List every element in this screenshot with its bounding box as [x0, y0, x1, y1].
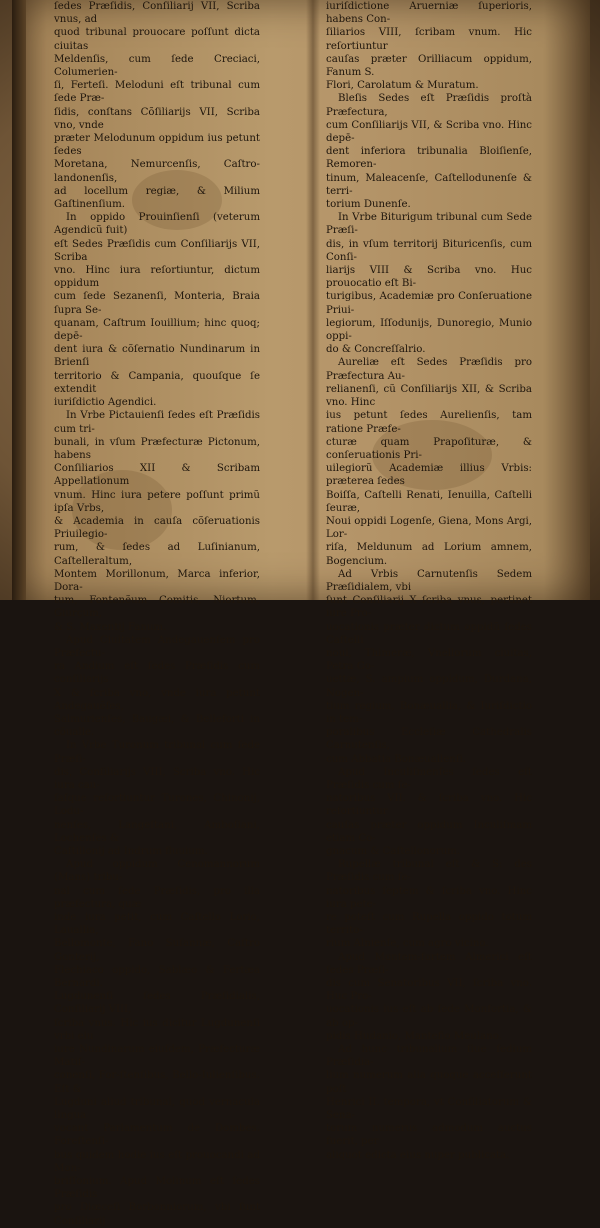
- text-line: Bellomonte, Fano Suſannæ, Caſtro Gonterij,: [54, 938, 260, 963]
- text-line: cturæ quam Prapoſituræ, & conſeruationis Pri-: [326, 436, 532, 461]
- text-line: uocationis præter dictum oppidũ ſedes Caſtelli: [326, 621, 532, 646]
- text-line: iure Nundinarum eiuſdem, Præfecturæ Matiſ-: [54, 1044, 260, 1069]
- text-line: conenſi, For-ſtenſibus, Bello-Iulienſibus. Eſt &: [54, 1070, 260, 1095]
- text-line: torum numerus admodum auctus fuerit, per: [326, 1123, 532, 1148]
- text-line: tinum, Maleacenſe, Caſtellodunenſe & terri-: [326, 172, 532, 197]
- left-text-column: [54, 0, 260, 1228]
- text-line: pidis Hudanio, Mantefio Meulano.: [326, 1030, 502, 1042]
- text-line: do & Concreſſalrio.: [326, 344, 426, 356]
- text-line: noui, Thimeræ, Vnellorum ciuitas, Petra Go-: [326, 647, 532, 673]
- text-line: Apud Ciuitatem Andegauenſem pro Præfectu-: [54, 634, 260, 659]
- text-line: cum Conſiliarijs VII, & Scriba vno. Hinc depē-: [326, 119, 532, 145]
- text-line: ius petunt ſedes Aurelienſis, tam ratione Præfe-: [326, 410, 532, 435]
- text-line: Moretana, Nemurcenſis, Caſtro-landonenſis,: [54, 159, 260, 184]
- text-line: turigibus, Academiæ pro Conſeruatione Priui-: [326, 291, 532, 316]
- text-line: briſſonium. Apud Molinum eſt ſedes Præſidis: [54, 1176, 260, 1201]
- text-line: In Vrbe Biturigum tribunal cum Sede Præſi-: [326, 212, 532, 237]
- text-line: tium regium, Bonæuallia, & Iuriſdictio in tem-: [326, 700, 532, 725]
- text-line: natoribus VII. & ſcriba vno. Hic reſortiuntur: [326, 793, 532, 818]
- text-line: cum Abbatia Bonæuallenſi.: [326, 753, 467, 765]
- text-line: legiorum, Iſſodunijs, Dunoregio, Munio oppi-: [326, 317, 532, 343]
- text-line: re poteſt cum Rupella oppido totum territo-: [326, 912, 532, 937]
- text-line: dent inferiora tribunalia Bloiſienſe, Remoren-: [326, 146, 532, 171]
- text-line: cauſas præter oppidum Inculiſmam etiam Co-: [326, 819, 532, 844]
- text-line: torium Dunenſe.: [326, 199, 411, 211]
- text-line: ſcriba vnus. Hic ius dicitur Lugdunenſi vrbi eiu: [54, 1017, 260, 1042]
- text-line: Boiſſa, Caſtelli Renati, Ienuilla, Caſtelli ſeuræ,: [326, 489, 532, 514]
- text-line: Noui oppidi Logenſe, Giena, Mons Argi, Lor-: [326, 515, 532, 541]
- text-line: nal cum ſede Præſidis, pro illa præfectura, quæ: [54, 885, 260, 910]
- text-line: Aureliæ eſt Sedes Præſidis pro Præfectura Au-: [326, 357, 532, 382]
- text-line: Henrici II. tempora, vt Conſiliatorum & Sena-: [326, 1096, 532, 1122]
- text-line: lium numerum alia quoque acceſſerunt poſt: [326, 1070, 532, 1095]
- text-line: Montem Morillonum, Marca inferior, Dora-: [54, 568, 260, 593]
- text-line: Lugdunenſi ſedes Præſidialis, Conſiliarij VIII,: [54, 991, 260, 1016]
- text-line: In Vrbe Turonum tribunal cum ſede Præſi-: [54, 740, 260, 765]
- text-line: cum ſede Sezanenſi, Monteria, Braia ſupra Se-: [54, 291, 260, 316]
- text-line: quanam, Caſtrum Iouillium; hinc quoq; depē-: [54, 317, 260, 343]
- column-gutter: [306, 0, 320, 600]
- right-text-column: [326, 0, 532, 1162]
- text-line: liarijs VIII & Scriba vno. Huc prouocatio eſt Bi-: [326, 265, 532, 290]
- text-line: & S. Maxentij Fanum.: [54, 621, 167, 633]
- text-line: Ad Vrbis Carnutenſis Sedem Præſidialem, vbi: [326, 568, 532, 593]
- text-line: & Academia in cauſa cõſeruationis Priuilegio-: [54, 515, 260, 541]
- text-line: ſedes Præſidis, Conſiliarij VII, Scriba vnus, ad: [54, 1, 260, 26]
- text-line: Apud Montem-fortem Almerici eſt ſedes Præſi-: [326, 951, 532, 976]
- page-edge-shadow: [12, 0, 26, 600]
- text-line: bunali, in vſum Præfecturæ Pictonum, habens: [54, 436, 260, 461]
- text-line: Bleſis Sedes eſt Præſidis proſtà Præfectura,: [326, 93, 532, 118]
- text-line: uocationis ius eſt ab ſede Monfortia, & ab op-: [326, 1004, 532, 1029]
- text-line: relianenſi, cũ Conſiliarijs XII, & Scriba vno. Hinc: [326, 383, 532, 409]
- text-line: aliquot edicta eius nuper publicata.: [326, 1149, 510, 1161]
- text-line: ad locellum regiæ, & Milium Gaſtinenſium.: [54, 185, 260, 211]
- text-line: Lugduni aliud tribunal, quod vernacula lingua: [54, 1096, 260, 1122]
- text-line: pro Diœceſi Borbonniorum, vbi ſunt Conſiliarij: [54, 1202, 260, 1227]
- text-line: Conſiliarios XII & Scribam Appellationum: [54, 463, 260, 488]
- text-line: vocant Parlamentum de Dombes. Foreſtenſi-: [54, 1123, 260, 1148]
- text-line: præter Melodunum oppidum ius petunt ſedes: [54, 133, 260, 158]
- text-line: territorio & Campania, quouſque ſe extendit: [54, 370, 260, 395]
- text-line: inde iura petit, cum Caſtello Lorio, Lauallia,: [54, 912, 260, 937]
- text-line: Ad hunc tribunalium ſiue ſedium Præſidia-: [326, 1044, 532, 1069]
- text-line: uettæ, S. ampium oppidum, Durdana, Nogen-: [326, 674, 532, 699]
- text-line: Meldenſis, cum ſede Creciaci, Columerien-: [54, 53, 260, 79]
- text-line: Apud oppidum Cenomannorum (Mans) tribu-: [54, 859, 260, 884]
- text-line: ſi, Ferteſi. Meloduni eſt tribunal cum ſede Præ-: [54, 80, 260, 105]
- text-line: ſiliarios VIII, ſcribam vnum. Hic reſortiuntur: [326, 27, 532, 52]
- text-line: Apud Inculiſmenſes ſedes eſt Præſidis cum ſe-: [326, 766, 532, 791]
- text-line: dis cum Senatoribus VII, ſcriba vno. Huc Pro-: [326, 978, 532, 1003]
- text-line: Rupellæ tribunal eſt & S: des Præſidis cum ſe-: [326, 859, 532, 884]
- text-line: X & ſcriba vno, vnde iura petunt Andegauẽſes,: [54, 687, 260, 712]
- text-line: poralibus Eccleſiæ Cathedralis Carnutenſis,: [326, 727, 532, 752]
- text-line: ra Andium eſt ſedes Præſidis cum conſiliarijs: [54, 661, 260, 686]
- text-line: gnacum & Caſtellonorum.: [326, 846, 461, 857]
- text-line: quod tribunal prouocare poſſunt dicta ciuitas: [54, 27, 260, 52]
- text-line: dis, in vſum territorij Bituricenſis, cum Conſi-: [326, 238, 532, 263]
- text-line: Salmurienſes, Baugæi, & Belleforti in cõualle.: [54, 713, 260, 739]
- text-line: In Vrbe Pictauienſi ſedes eſt Præſidis cum tri-: [54, 410, 260, 435]
- text-line: ſunt Conſiliarij X ſcriba vnus, pertinet iure Pro-: [326, 595, 532, 620]
- text-line: ſaſque reſortiuntur Turones, Chinonij, Lodu-: [54, 793, 260, 818]
- text-line: Flori, Carolatum & Muratum.: [326, 80, 479, 92]
- text-line: vno. Hinc iura reſortiuntur, dictum oppidum: [54, 265, 260, 290]
- text-line: rium Alnienſe, cum agro vicino.: [326, 938, 489, 950]
- text-line: eſt Sedes Præſidis cum Conſiliarijs VII, Scriba: [54, 238, 260, 263]
- text-line: Caſtillonij ad Indrum fluuium.: [54, 846, 208, 857]
- text-line: ſidis, conſtans Cõſiliarijs VII, Scriba vno, vnde: [54, 106, 260, 131]
- text-line: dis, Conſiliarijs VIII, Scriba vno. Hic iura cau-: [54, 766, 260, 791]
- text-line: nenſes, Langeſtani, Amboſiani, Lochenſes &: [54, 819, 260, 844]
- text-line: In oppido Prouinſienſi (veterum Agendicũ fuit): [54, 212, 260, 237]
- text-line: bus quidem hodie ius eſt prouocandi ad Mon-: [54, 1149, 260, 1174]
- text-line: uilegiorũ Academiæ illius Vrbis: præterea ſedes: [326, 463, 532, 488]
- text-line: riſa, Meldunum ad Lorium amnem, Bogencium.: [326, 542, 532, 567]
- text-line: vnum. Hinc iura petere poſſunt primũ ipſa Vrbs,: [54, 489, 260, 514]
- text-line: iuriſdictione Aruerniæ ſuperioris, habens Con-: [326, 1, 532, 26]
- text-line: iuriſdictio Agendici.: [54, 397, 157, 409]
- text-line: tum, Fontenẽum Comitis, Niortum, Giurçum,: [54, 595, 260, 620]
- text-line: rum, & ſedes ad Luſinianum, Caſtelleraltum,: [54, 542, 260, 567]
- text-line: Flechiaco oppido, Sablæo & Fertæa Bernardi.: [54, 964, 260, 990]
- text-line: dent iura & cõſernatio Nundinarum in Brienſi: [54, 344, 260, 369]
- text-line: cauſas præter Orilliacum oppidum, Fanum S.: [326, 53, 532, 79]
- text-line: natoribus ſeptem & ſcriba vno. Hinc iura pete-: [326, 885, 532, 910]
